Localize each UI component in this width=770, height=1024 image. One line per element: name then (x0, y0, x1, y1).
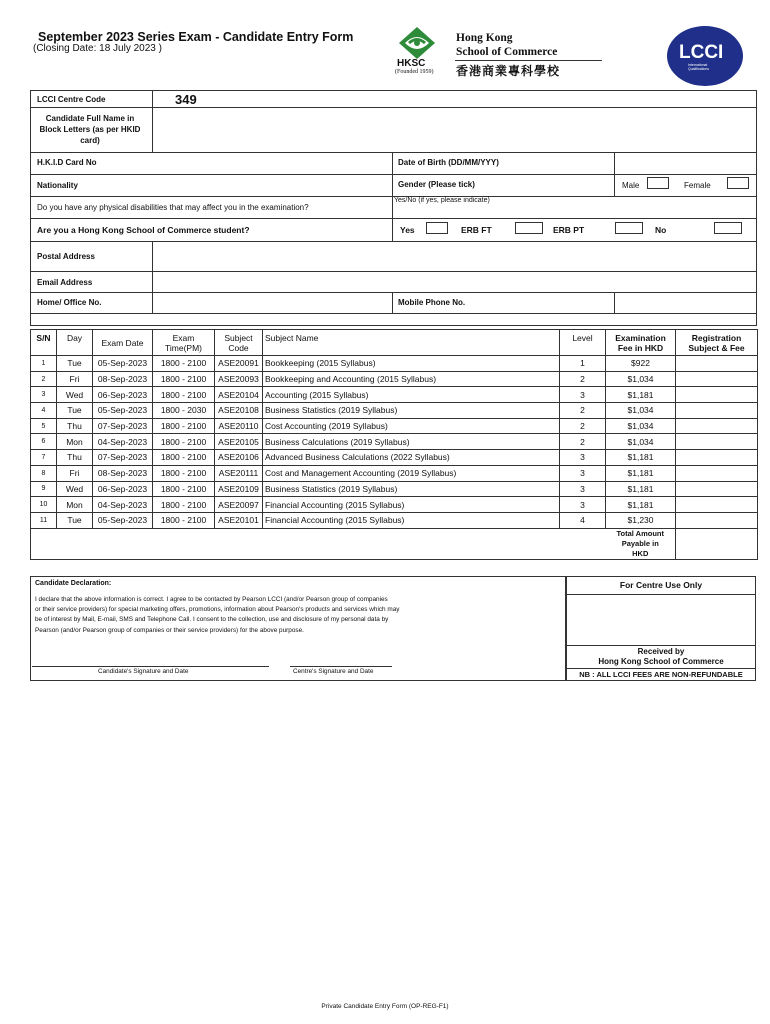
full-name-label: Candidate Full Name in Block Letters (as per HKID card) (39, 114, 141, 145)
header-exam-time: Exam Time(PM) (153, 330, 215, 356)
cell-day: Wed (57, 481, 93, 497)
cell-registration-checkbox[interactable] (676, 371, 758, 387)
cell-subject-name: Cost Accounting (2019 Syllabus) (263, 418, 560, 434)
email-label: Email Address (37, 278, 93, 287)
cell-registration-checkbox[interactable] (676, 465, 758, 481)
disability-field[interactable] (393, 206, 756, 218)
cell-subject-code: ASE20106 (215, 450, 263, 466)
cell-exam-date: 07-Sep-2023 (93, 450, 153, 466)
cell-subject-name: Financial Accounting (2015 Syllabus) (263, 497, 560, 513)
cell-day: Fri (57, 371, 93, 387)
header-subject-code: Subject Code (215, 330, 263, 356)
hkid-field[interactable] (153, 153, 391, 174)
cell-exam-time: 1800 - 2100 (153, 387, 215, 403)
cell-day: Tue (57, 356, 93, 372)
declaration-line4: Pearson (and/or Pearson group of companies or their service providers) for the above purpose. (35, 627, 304, 634)
cell-level: 3 (560, 450, 606, 466)
row-divider (566, 645, 756, 646)
cell-exam-time: 1800 - 2030 (153, 403, 215, 419)
cell-exam-date: 06-Sep-2023 (93, 481, 153, 497)
cell-sn: 9 (31, 481, 57, 497)
female-checkbox[interactable] (727, 177, 749, 189)
footer-form-id: Private Candidate Entry Form (OP-REG-F1) (321, 1003, 449, 1010)
header-level: Level (560, 330, 606, 356)
cell-level: 2 (560, 403, 606, 419)
table-row (31, 450, 758, 466)
declaration-title: Candidate Declaration: (35, 580, 112, 587)
cell-subject-code: ASE20104 (215, 387, 263, 403)
total-row (31, 528, 758, 559)
centre-code-value[interactable]: 349 (175, 92, 197, 107)
cell-day: Tue (57, 512, 93, 528)
female-label: Female (684, 181, 711, 190)
non-refundable-note: NB : ALL LCCI FEES ARE NON-REFUNDABLE (579, 670, 743, 679)
cell-exam-date: 08-Sep-2023 (93, 465, 153, 481)
header-day: Day (57, 330, 93, 356)
row-divider (30, 174, 757, 175)
cell-level: 3 (560, 465, 606, 481)
declaration-line3: be of interest by Mail, E-mail, SMS and Telephone Call. I consent to the collection, use and disclosure of my personal data by (35, 616, 389, 623)
form-title: September 2023 Series Exam - Candidate Entry Form (38, 30, 354, 44)
full-name-field[interactable] (153, 108, 756, 152)
cell-exam-time: 1800 - 2100 (153, 481, 215, 497)
cell-subject-name: Business Statistics (2019 Syllabus) (263, 403, 560, 419)
postal-address-label: Postal Address (37, 252, 95, 261)
cell-exam-time: 1800 - 2100 (153, 434, 215, 450)
cell-registration-checkbox[interactable] (676, 356, 758, 372)
centre-use-field[interactable] (567, 595, 755, 645)
school-name-line1: Hong Kong (456, 32, 513, 44)
cell-sn: 4 (31, 403, 57, 419)
table-row (31, 387, 758, 403)
cell-day: Mon (57, 497, 93, 513)
cell-subject-name: Bookkeeping (2015 Syllabus) (263, 356, 560, 372)
table-row (31, 434, 758, 450)
yes-label: Yes (400, 225, 415, 235)
email-field[interactable] (153, 272, 756, 292)
cell-registration-checkbox[interactable] (676, 481, 758, 497)
cell-exam-date: 04-Sep-2023 (93, 434, 153, 450)
erb-ft-label: ERB FT (461, 225, 492, 235)
cell-exam-fee: $1,034 (606, 371, 676, 387)
mobile-phone-label: Mobile Phone No. (398, 298, 466, 307)
cell-subject-code: ASE20109 (215, 481, 263, 497)
cell-exam-fee: $1,230 (606, 512, 676, 528)
col-divider (392, 292, 393, 313)
cell-sn: 8 (31, 465, 57, 481)
cell-subject-name: Business Calculations (2019 Syllabus) (263, 434, 560, 450)
founded-text: (Founded 1959) (395, 69, 434, 75)
hkid-label: H.K.I.D Card No (37, 158, 97, 167)
cell-subject-name: Accounting (2015 Syllabus) (263, 387, 560, 403)
school-name-line2: School of Commerce (456, 46, 558, 58)
cell-day: Mon (57, 434, 93, 450)
row-divider (30, 218, 757, 219)
lcci-logo-subtext: International Qualifications (688, 63, 710, 71)
school-name-underline (455, 60, 602, 61)
postal-address-field[interactable] (153, 242, 756, 271)
cell-subject-name: Bookkeeping and Accounting (2015 Syllabus) (263, 371, 560, 387)
cell-registration-checkbox[interactable] (676, 387, 758, 403)
cell-sn: 1 (31, 356, 57, 372)
cell-subject-code: ASE20105 (215, 434, 263, 450)
erb-pt-label: ERB PT (553, 225, 585, 235)
erb-ft-checkbox[interactable] (515, 222, 543, 234)
table-row (31, 403, 758, 419)
disability-yesno-label: Yes/No (if yes, please indicate) (394, 197, 490, 204)
cell-exam-time: 1800 - 2100 (153, 356, 215, 372)
cell-sn: 11 (31, 512, 57, 528)
cell-exam-date: 04-Sep-2023 (93, 497, 153, 513)
nationality-field[interactable] (153, 175, 391, 196)
received-by-label: Received by (637, 647, 685, 656)
male-checkbox[interactable] (647, 177, 669, 189)
header-exam-date: Exam Date (93, 330, 153, 356)
declaration-line2: or their service providers) for special marketing offers, promotions, information about Pearson's products and services which may (35, 606, 400, 613)
header-subject-name: Subject Name (263, 330, 560, 356)
lcci-logo-text: LCCI (679, 42, 724, 63)
cell-subject-code: ASE20093 (215, 371, 263, 387)
total-label (606, 528, 676, 559)
table-row (31, 371, 758, 387)
cell-exam-fee: $1,034 (606, 403, 676, 419)
cell-level: 1 (560, 356, 606, 372)
total-amount-field[interactable] (676, 528, 758, 559)
cell-registration-checkbox[interactable] (676, 434, 758, 450)
cell-subject-code: ASE20108 (215, 403, 263, 419)
cell-exam-fee: $1,034 (606, 434, 676, 450)
gender-label: Gender (Please tick) (398, 180, 475, 189)
cell-level: 3 (560, 481, 606, 497)
cell-day: Thu (57, 450, 93, 466)
erb-pt-checkbox[interactable] (615, 222, 643, 234)
table-row (31, 418, 758, 434)
centre-code-label: LCCI Centre Code (37, 95, 106, 104)
col-divider (392, 152, 393, 241)
cell-sn: 10 (31, 497, 57, 513)
male-label: Male (622, 181, 640, 190)
cell-subject-code: ASE20097 (215, 497, 263, 513)
cell-day: Fri (57, 465, 93, 481)
closing-date: (Closing Date: 18 July 2023 ) (33, 43, 162, 54)
disability-question: Do you have any physical disabilities that may affect you in the examination? (37, 203, 309, 212)
cell-level: 3 (560, 497, 606, 513)
cell-level: 2 (560, 434, 606, 450)
cell-subject-code: ASE20091 (215, 356, 263, 372)
table-row (31, 356, 758, 372)
cell-exam-time: 1800 - 2100 (153, 465, 215, 481)
cell-level: 2 (560, 371, 606, 387)
cell-registration-checkbox[interactable] (676, 497, 758, 513)
student-question: Are you a Hong Kong School of Commerce student? (37, 225, 250, 235)
centre-signature-label: Centre's Signature and Date (293, 668, 374, 675)
table-row (31, 465, 758, 481)
dob-field[interactable] (615, 153, 756, 174)
nationality-label: Nationality (37, 181, 78, 190)
header-registration: Registration Subject & Fee (676, 330, 758, 356)
total-label-line2: HKD (632, 548, 649, 558)
cell-exam-time: 1800 - 2100 (153, 418, 215, 434)
hksc-logo (395, 25, 440, 77)
home-phone-field[interactable] (153, 293, 391, 313)
cell-exam-fee: $1,181 (606, 465, 676, 481)
yes-checkbox[interactable] (426, 222, 448, 234)
total-label-line1: Total Amount Payable in (616, 528, 664, 548)
cell-day: Thu (57, 418, 93, 434)
no-label: No (655, 225, 667, 235)
cell-subject-code: ASE20111 (215, 465, 263, 481)
cell-exam-fee: $1,181 (606, 450, 676, 466)
school-name-chinese: 香港商業專科學校 (456, 64, 561, 78)
cell-subject-name: Business Statistics (2019 Syllabus) (263, 481, 560, 497)
table-row (31, 512, 758, 528)
cell-sn: 6 (31, 434, 57, 450)
cell-exam-time: 1800 - 2100 (153, 450, 215, 466)
table-row (31, 497, 758, 513)
cell-exam-date: 08-Sep-2023 (93, 371, 153, 387)
cell-subject-name: Cost and Management Accounting (2019 Syllabus) (263, 465, 560, 481)
cell-exam-fee: $1,181 (606, 481, 676, 497)
candidate-signature-line[interactable] (32, 666, 269, 667)
table-header-row (31, 330, 758, 356)
centre-signature-line[interactable] (290, 666, 392, 667)
cell-exam-fee: $1,181 (606, 387, 676, 403)
cell-exam-fee: $1,181 (606, 497, 676, 513)
cell-subject-name: Advanced Business Calculations (2022 Syllabus) (263, 450, 560, 466)
cell-subject-code: ASE20110 (215, 418, 263, 434)
row-divider (30, 313, 757, 314)
header-sn: S/N (31, 330, 57, 356)
home-phone-label: Home/ Office No. (37, 298, 102, 307)
cell-exam-date: 05-Sep-2023 (93, 512, 153, 528)
lcci-logo (667, 26, 743, 86)
cell-registration-checkbox[interactable] (676, 418, 758, 434)
header-exam-fee: Examination Fee in HKD (606, 330, 676, 356)
cell-registration-checkbox[interactable] (676, 403, 758, 419)
cell-exam-time: 1800 - 2100 (153, 497, 215, 513)
received-by-school: Hong Kong School of Commerce (598, 657, 724, 666)
hksc-abbr: HKSC (397, 58, 426, 69)
hksc-emblem-icon (395, 25, 440, 61)
table-row (31, 481, 758, 497)
cell-exam-time: 1800 - 2100 (153, 512, 215, 528)
dob-label: Date of Birth (DD/MM/YYY) (398, 158, 499, 167)
cell-level: 3 (560, 387, 606, 403)
cell-day: Tue (57, 403, 93, 419)
cell-exam-date: 07-Sep-2023 (93, 418, 153, 434)
cell-exam-time: 1800 - 2100 (153, 371, 215, 387)
declaration-line1: I declare that the above information is correct. I agree to be contacted by Pearson LCCI (and/or Pearson group of companies (35, 596, 388, 603)
cell-subject-name: Financial Accounting (2015 Syllabus) (263, 512, 560, 528)
cell-exam-date: 06-Sep-2023 (93, 387, 153, 403)
cell-registration-checkbox[interactable] (676, 512, 758, 528)
candidate-signature-label: Candidate's Signature and Date (98, 668, 189, 675)
cell-sn: 5 (31, 418, 57, 434)
cell-exam-date: 05-Sep-2023 (93, 403, 153, 419)
no-checkbox[interactable] (714, 222, 742, 234)
cell-exam-date: 05-Sep-2023 (93, 356, 153, 372)
cell-sn: 2 (31, 371, 57, 387)
cell-registration-checkbox[interactable] (676, 450, 758, 466)
cell-sn: 3 (31, 387, 57, 403)
cell-sn: 7 (31, 450, 57, 466)
cell-exam-fee: $1,034 (606, 418, 676, 434)
cell-level: 4 (560, 512, 606, 528)
centre-use-title: For Centre Use Only (619, 580, 703, 590)
mobile-phone-field[interactable] (615, 293, 756, 313)
cell-subject-code: ASE20101 (215, 512, 263, 528)
subject-table (30, 329, 758, 560)
cell-day: Wed (57, 387, 93, 403)
cell-level: 2 (560, 418, 606, 434)
cell-exam-fee: $922 (606, 356, 676, 372)
row-divider (566, 668, 756, 669)
